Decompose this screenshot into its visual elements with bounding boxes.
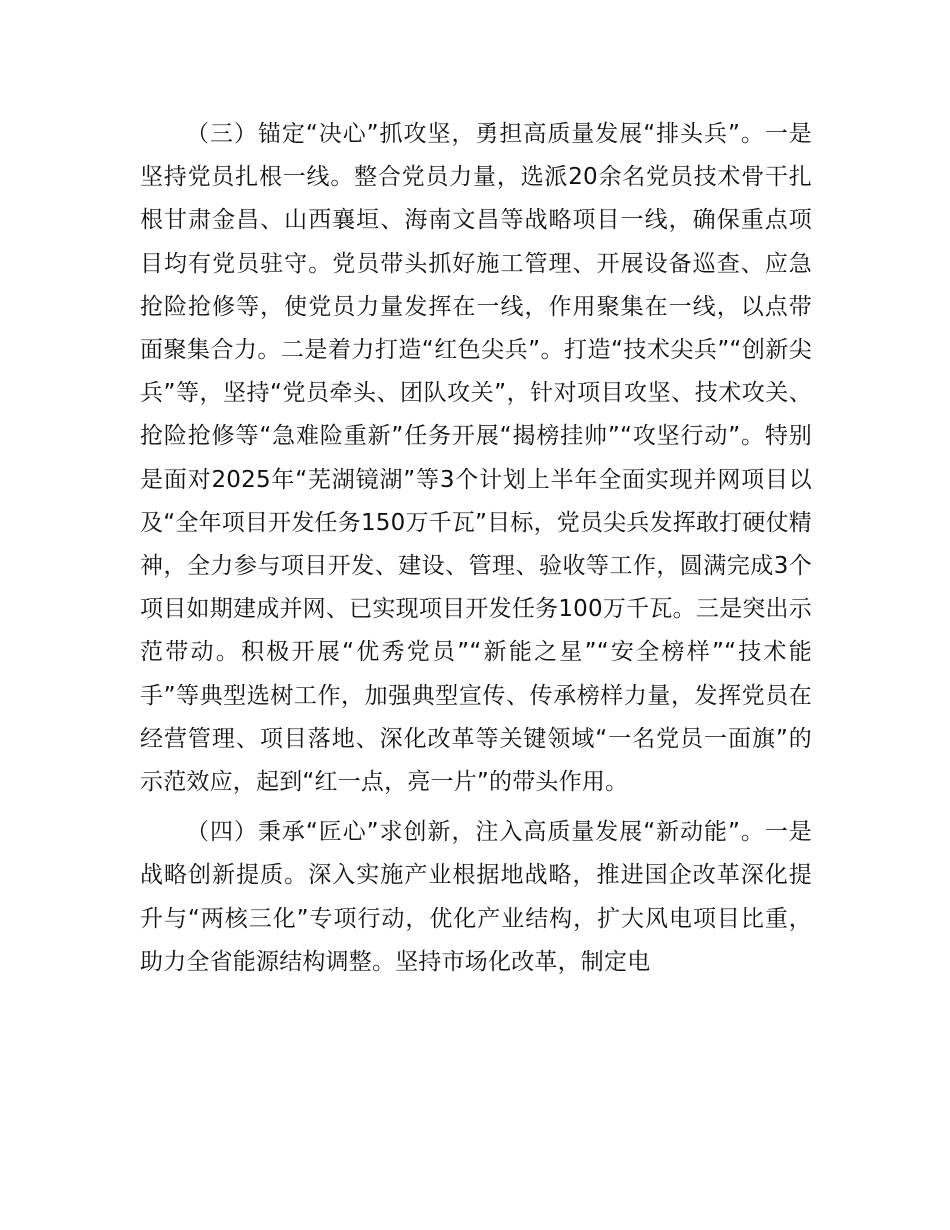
paragraph-section-four: （四）秉承“匠心”求创新，注入高质量发展“新动能”。一是战略创新提质。深入实施产业根据地战略，推进国企改革深化提升与“两核三化”专项行动，优化产业结构，扩大风电项目比重，助力全省能源结构调整。坚持市场化改革，制定电 [140,819,812,975]
document-body [140,113,812,991]
paragraph-section-three: （三）锚定“决心”抓攻坚，勇担高质量发展“排头兵”。一是坚持党员扎根一线。整合党员力量，选派20余名党员技术骨干扎根甘肃金昌、山西襄垣、海南文昌等战略项目一线，确保重点项目均有党员驻守。党员带头抓好施工管理、开展设备巡查、应急抢险抢修等，使党员力量发挥在一线，作用聚集在一线，以点带面聚集合力。二是着力打造“红色尖兵”。打造“技术尖兵”“创新尖兵”等，坚持“党员牵头、团队攻关”，针对项目攻坚、技术攻关、抢险抢修等“急难险重新”任务开展“揭榜挂帅”“攻坚行动”。特别是面对2025年“芜湖镜湖”等3个计划上半年全面实现并网项目以及“全年项目开发任务150万千瓦”目标，党员尖兵发挥敢打硬仗精神，全力参与项目开发、建设、管理、验收等工作，圆满完成3个项目如期建成并网、已实现项目开发任务100万千瓦。三是突出示范带动。积极开展“优秀党员”“新能之星”“安全榜样”“技术能手”等典型选树工作，加强典型宣传、传承榜样力量，发挥党员在经营管理、项目落地、深化改革等关键领域“一名党员一面旗”的示范效应，起到“红一点，亮一片”的带头作用。 [140,121,812,796]
